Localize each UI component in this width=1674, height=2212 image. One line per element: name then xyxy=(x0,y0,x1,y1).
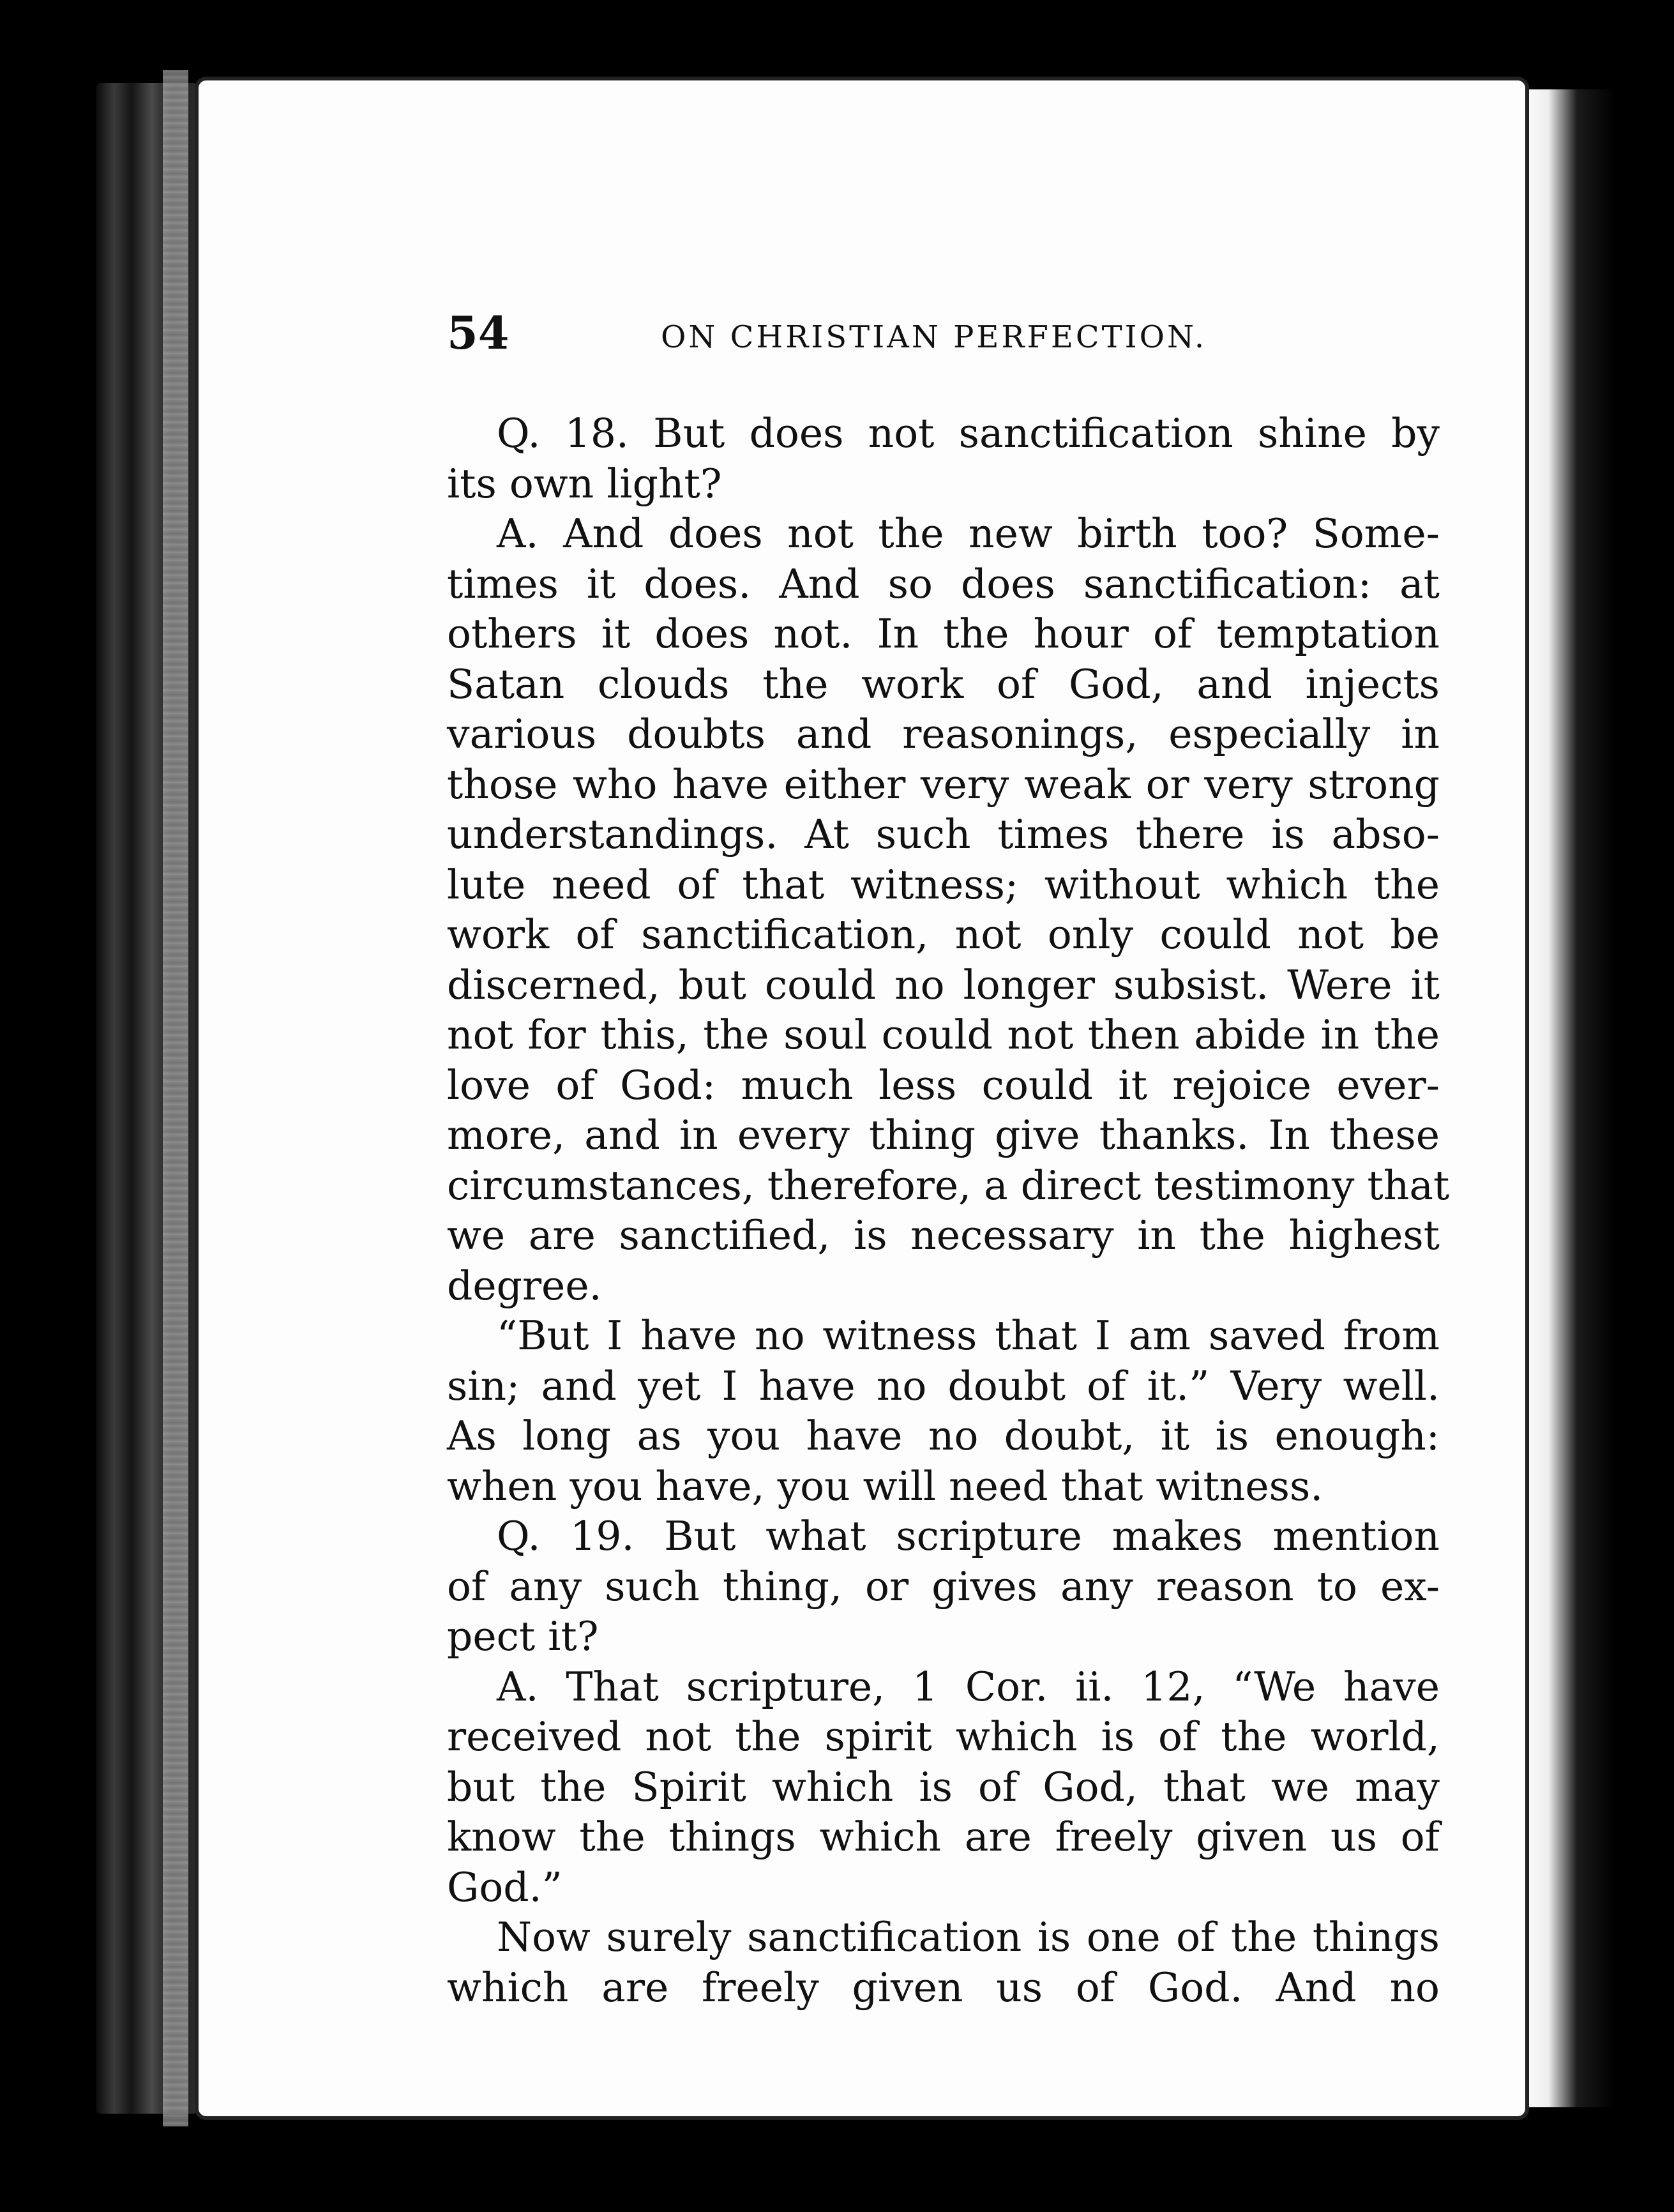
text-line: those who have either very weak or very strong xyxy=(447,761,1440,808)
page-header xyxy=(447,307,1443,370)
text-line: of any such thing, or gives any reason to ex- xyxy=(447,1563,1440,1610)
text-line: degree. xyxy=(447,1262,602,1309)
text-line: we are sanctified, is necessary in the highest xyxy=(447,1212,1440,1259)
text-line: pect it? xyxy=(447,1613,599,1660)
text-line: others it does not. In the hour of temptation xyxy=(447,610,1440,657)
page-stack-edge xyxy=(163,70,188,2126)
text-line: Satan clouds the work of God, and injects xyxy=(447,660,1440,708)
text-line: times it does. And so does sanctification: at xyxy=(447,560,1440,607)
text-line: circumstances, therefore, a direct testimony that xyxy=(447,1162,1450,1209)
text-line: work of sanctification, not only could not be xyxy=(447,911,1440,958)
text-line: Q. 18. But does not sanctification shine by xyxy=(497,410,1440,457)
text-line: A. That scripture, 1 Cor. ii. 12, “We have xyxy=(497,1663,1440,1710)
text-line: more, and in every thing give thanks. In these xyxy=(447,1112,1440,1158)
text-line: when you have, you will need that witness. xyxy=(447,1462,1323,1510)
text-line: “But I have no witness that I am saved from xyxy=(497,1312,1440,1359)
text-line: A. And does not the new birth too? Some- xyxy=(497,510,1440,557)
text-line: various doubts and reasonings, especially in xyxy=(447,711,1440,757)
text-line: lute need of that witness; without which the xyxy=(447,861,1440,908)
facing-page-edge xyxy=(1519,89,1615,2107)
running-title: ON CHRISTIAN PERFECTION. xyxy=(661,319,1207,355)
text-line: not for this, the soul could not then abide in the xyxy=(447,1011,1440,1058)
text-line: love of God: much less could it rejoice ever- xyxy=(447,1061,1440,1109)
text-line: sin; and yet I have no doubt of it.” Very well. xyxy=(447,1362,1440,1409)
text-line: As long as you have no doubt, it is enough: xyxy=(447,1413,1440,1459)
text-line: Now surely sanctification is one of the things xyxy=(497,1914,1440,1960)
text-line: discerned, but could no longer subsist. Were it xyxy=(447,961,1440,1008)
text-line: Q. 19. But what scripture makes mention xyxy=(497,1513,1440,1559)
text-line: understandings. At such times there is abso- xyxy=(447,811,1440,858)
text-line: know the things which are freely given us of xyxy=(447,1814,1440,1860)
text-line: its own light? xyxy=(447,460,722,507)
text-line: God.” xyxy=(447,1863,562,1911)
text-line: which are freely given us of God. And no xyxy=(447,1964,1440,2011)
page-number: 54 xyxy=(447,307,509,360)
text-line: but the Spirit which is of God, that we may xyxy=(447,1763,1440,1810)
text-line: received not the spirit which is of the world, xyxy=(447,1713,1440,1760)
body-text xyxy=(447,409,1450,2013)
